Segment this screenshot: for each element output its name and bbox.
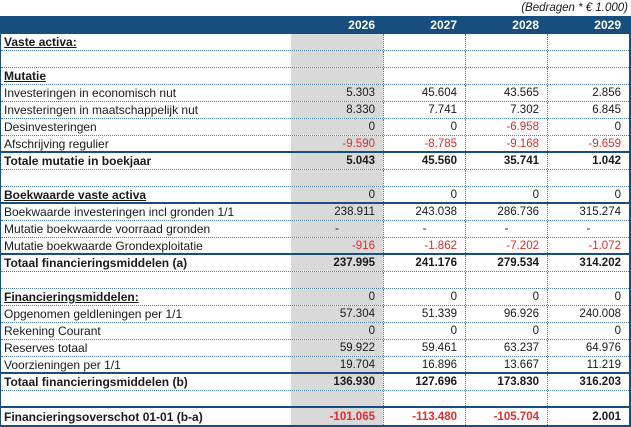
column-header-2029: 2029 <box>594 18 621 32</box>
row-label <box>1 391 291 406</box>
table-row <box>1 68 629 85</box>
table-row <box>1 102 629 119</box>
cell-2028 <box>465 34 547 50</box>
cell-2027: 59.461 <box>383 340 465 356</box>
cell-2027 <box>383 272 465 288</box>
row-label: Mutatie boekwaarde voorraad gronden <box>4 222 211 236</box>
table-row <box>1 34 629 51</box>
row-label: Totaal financieringsmiddelen (a) <box>4 256 188 270</box>
table-row <box>1 136 629 153</box>
cell-2026: 136.930 <box>291 374 383 390</box>
cell-2028: 286.736 <box>465 204 547 220</box>
cell-2026: 57.304 <box>291 306 383 322</box>
cell-2028: 0 <box>465 187 547 202</box>
table-row <box>1 408 629 425</box>
cell-2029: 0 <box>547 187 629 202</box>
cell-2028: 279.534 <box>465 255 547 271</box>
cell-2029: 0 <box>547 289 629 305</box>
cell-2029: 11.219 <box>547 357 629 372</box>
row-label: Reserves totaal <box>4 341 88 355</box>
cell-2029: 2.856 <box>547 85 629 101</box>
row-label: Financieringsoverschot 01-01 (b-a) <box>4 409 203 424</box>
cell-2028: 35.741 <box>465 153 547 169</box>
cell-2028 <box>465 51 547 67</box>
table-row <box>1 153 629 170</box>
cell-2027: 0 <box>383 323 465 339</box>
cell-2026: 0 <box>291 187 383 202</box>
row-label: Totaal financieringsmiddelen (b) <box>4 375 188 389</box>
cell-2027: 0 <box>383 289 465 305</box>
table-row <box>1 289 629 306</box>
cell-2027 <box>383 51 465 67</box>
row-label: Vaste activa: <box>4 35 77 49</box>
row-label: Investeringen in maatschappelijk nut <box>4 103 199 117</box>
row-label: Financieringsmiddelen: <box>4 290 139 304</box>
cell-2028 <box>465 272 547 288</box>
column-header-2026: 2026 <box>348 18 375 32</box>
cell-2026: 5.043 <box>291 153 383 169</box>
cell-2029 <box>547 272 629 288</box>
cell-2027: 7.741 <box>383 102 465 118</box>
spacer-row <box>1 391 629 408</box>
cell-2026: -9.590 <box>291 136 383 151</box>
cell-2029: -9.659 <box>547 136 629 151</box>
cell-2026 <box>291 34 383 50</box>
cell-2027: - <box>383 221 465 237</box>
table-row <box>1 119 629 136</box>
cell-2026: 0 <box>291 119 383 135</box>
cell-2028: -6.958 <box>465 119 547 135</box>
cell-2027 <box>383 170 465 186</box>
row-label: Rekening Courant <box>4 324 101 338</box>
cell-2028: -9.168 <box>465 136 547 151</box>
cell-2026: -916 <box>291 238 383 253</box>
cell-2029: 64.976 <box>547 340 629 356</box>
cell-2027: 127.696 <box>383 374 465 390</box>
cell-2027: 16.896 <box>383 357 465 372</box>
cell-2026 <box>291 51 383 67</box>
cell-2029: 2.001 <box>547 408 629 425</box>
amounts-unit-note: (Bedragen * € 1.000) <box>521 2 628 14</box>
cell-2027: -8.785 <box>383 136 465 151</box>
cell-2028: 173.830 <box>465 374 547 390</box>
cell-2029: 314.202 <box>547 255 629 271</box>
row-label: Boekwaarde investeringen incl gronden 1/1 <box>4 205 235 219</box>
cell-2029: 0 <box>547 323 629 339</box>
cell-2028: -7.202 <box>465 238 547 253</box>
cell-2029: -1.072 <box>547 238 629 253</box>
cell-2027: 45.604 <box>383 85 465 101</box>
cell-2029 <box>547 51 629 67</box>
row-label: Investeringen in economisch nut <box>4 86 177 100</box>
cell-2028: 0 <box>465 289 547 305</box>
column-header-2028: 2028 <box>512 18 539 32</box>
cell-2028 <box>465 170 547 186</box>
cell-2028: -105.704 <box>465 408 547 425</box>
cell-2027: 243.038 <box>383 204 465 220</box>
cell-2027: 0 <box>383 119 465 135</box>
table-row <box>1 323 629 340</box>
row-label: Mutatie boekwaarde Grondexploitatie <box>4 238 203 253</box>
column-header-2027: 2027 <box>430 18 457 32</box>
cell-2029 <box>547 68 629 84</box>
table-body <box>1 34 629 425</box>
cell-2026: 237.995 <box>291 255 383 271</box>
cell-2029: 316.203 <box>547 374 629 390</box>
row-label <box>1 51 291 67</box>
cell-2027: -113.480 <box>383 408 465 425</box>
cell-2027 <box>383 391 465 406</box>
row-label: Totale mutatie in boekjaar <box>4 154 152 168</box>
table-row <box>1 374 629 391</box>
spacer-row <box>1 170 629 187</box>
row-label: Afschrijving regulier <box>4 136 109 151</box>
cell-2028: 63.237 <box>465 340 547 356</box>
row-label: Boekwaarde vaste activa <box>4 187 147 202</box>
cell-2026: 59.922 <box>291 340 383 356</box>
cell-2027 <box>383 34 465 50</box>
cell-2028: 0 <box>465 323 547 339</box>
table-header-row <box>1 16 629 34</box>
cell-2026: 238.911 <box>291 204 383 220</box>
cell-2027: 0 <box>383 187 465 202</box>
cell-2029: 315.274 <box>547 204 629 220</box>
row-label: Desinvesteringen <box>4 120 97 134</box>
cell-2026: - <box>291 221 383 237</box>
cell-2027 <box>383 68 465 84</box>
cell-2026: 5.303 <box>291 85 383 101</box>
cell-2029 <box>547 391 629 406</box>
cell-2029: 0 <box>547 119 629 135</box>
cell-2027: 45.560 <box>383 153 465 169</box>
row-label: Voorzieningen per 1/1 <box>4 357 121 372</box>
table-row <box>1 204 629 221</box>
cell-2026: 0 <box>291 289 383 305</box>
cell-2029 <box>547 170 629 186</box>
cell-2028: - <box>465 221 547 237</box>
table-row <box>1 255 629 272</box>
spacer-row <box>1 272 629 289</box>
cell-2028: 7.302 <box>465 102 547 118</box>
cell-2029: 240.008 <box>547 306 629 322</box>
table-row <box>1 238 629 255</box>
cell-2026 <box>291 391 383 406</box>
cell-2029: - <box>547 221 629 237</box>
row-label: Mutatie <box>4 69 46 83</box>
table-row <box>1 306 629 323</box>
table-row <box>1 85 629 102</box>
cell-2027: -1.862 <box>383 238 465 253</box>
table-row <box>1 340 629 357</box>
cell-2029: 1.042 <box>547 153 629 169</box>
table-row <box>1 357 629 374</box>
cell-2026: 0 <box>291 323 383 339</box>
cell-2028 <box>465 68 547 84</box>
cell-2026: -101.065 <box>291 408 383 425</box>
row-label: Opgenomen geldleningen per 1/1 <box>4 307 183 321</box>
cell-2026: 19.704 <box>291 357 383 372</box>
table-row <box>1 221 629 238</box>
cell-2028: 13.667 <box>465 357 547 372</box>
cell-2028 <box>465 391 547 406</box>
row-label <box>1 170 291 186</box>
cell-2026 <box>291 170 383 186</box>
cell-2026: 8.330 <box>291 102 383 118</box>
row-label <box>1 272 291 288</box>
cell-2027: 51.339 <box>383 306 465 322</box>
table-row <box>1 187 629 204</box>
cell-2026 <box>291 272 383 288</box>
cell-2029: 6.845 <box>547 102 629 118</box>
cell-2027: 241.176 <box>383 255 465 271</box>
cell-2028: 43.565 <box>465 85 547 101</box>
cell-2028: 96.926 <box>465 306 547 322</box>
cell-2029 <box>547 34 629 50</box>
spacer-row <box>1 51 629 68</box>
financing-table <box>0 16 631 427</box>
cell-2026 <box>291 68 383 84</box>
